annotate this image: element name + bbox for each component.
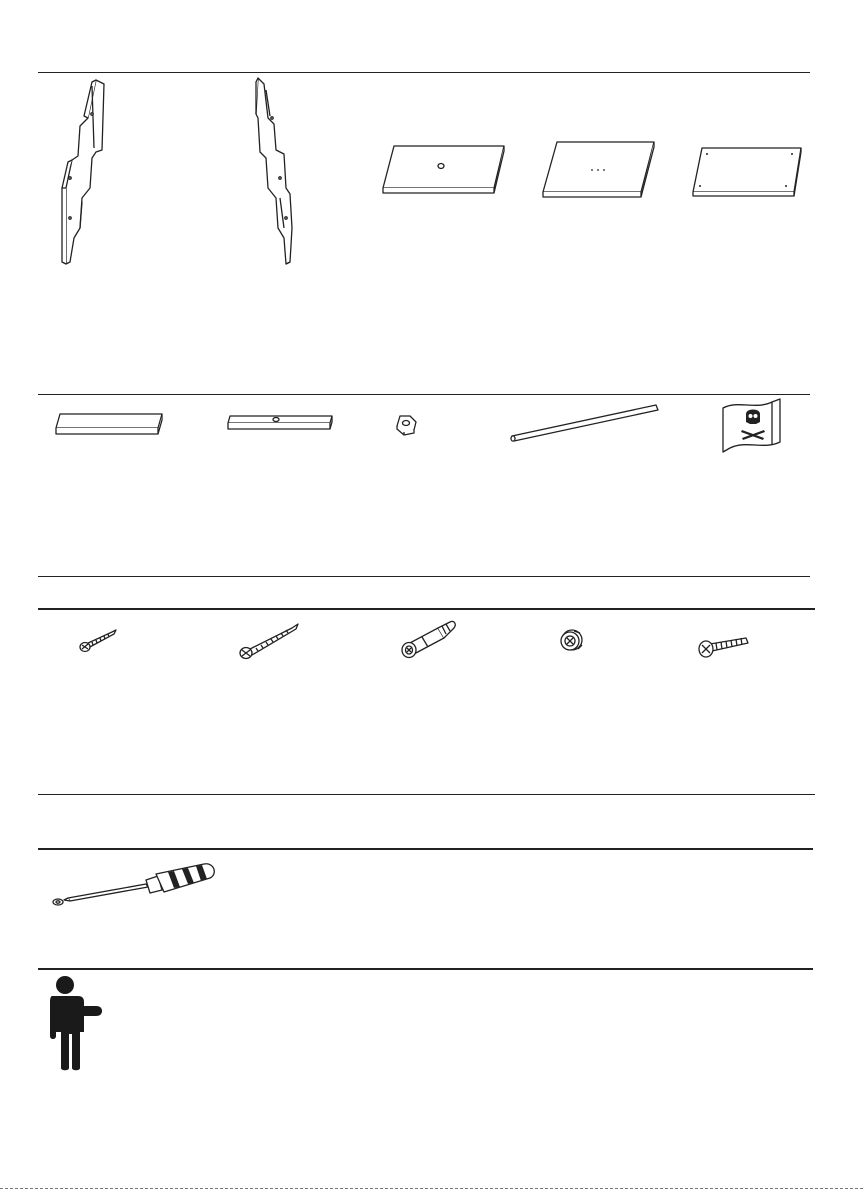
shelf-panel-with-hole: [380, 142, 506, 196]
person: [46, 976, 104, 1072]
divider-after-panels: [38, 394, 810, 395]
long-screw: [236, 622, 300, 662]
top-panel-with-holes: [540, 140, 660, 200]
hex-nut: [394, 414, 418, 436]
strip-panel-icon: [54, 412, 166, 438]
side-panel-left: [52, 78, 112, 268]
hex-nut-icon: [394, 414, 418, 436]
warning-flag-icon: [720, 396, 784, 454]
warning-label: [720, 396, 784, 454]
strip-panel-with-hole: [226, 414, 334, 434]
cam-lock-icon: [558, 628, 584, 654]
rod-icon: [508, 402, 662, 444]
strip-panel-icon: [226, 414, 334, 434]
person-icon: [46, 976, 104, 1072]
rod: [508, 402, 662, 444]
machine-screw: [696, 634, 750, 660]
divider-after-hardware: [38, 794, 815, 795]
short-screw: [76, 626, 118, 654]
divider-persons-top: [38, 968, 813, 970]
screwdriver: [48, 860, 218, 916]
divider-tools-top: [38, 848, 813, 850]
side-panel-right: [250, 78, 310, 268]
flat-panel-icon: [690, 146, 806, 198]
dowel-bolt-icon: [398, 618, 458, 664]
divider-hardware-top: [38, 608, 815, 610]
screwdriver-icon: [48, 860, 218, 916]
side-panel-icon: [250, 78, 310, 268]
cam-lock: [558, 628, 584, 654]
strip-panel: [54, 412, 166, 438]
divider-after-accessories: [38, 576, 810, 577]
back-panel: [690, 146, 806, 198]
screw-icon: [236, 622, 300, 662]
page-bottom-edge: [0, 1188, 863, 1189]
flat-panel-icon: [540, 140, 660, 200]
dowel-bolt: [398, 618, 458, 664]
screw-icon: [76, 626, 118, 654]
screw-icon: [696, 634, 750, 660]
side-panel-icon: [52, 78, 112, 268]
flat-panel-icon: [380, 142, 506, 196]
divider-top: [38, 72, 810, 73]
